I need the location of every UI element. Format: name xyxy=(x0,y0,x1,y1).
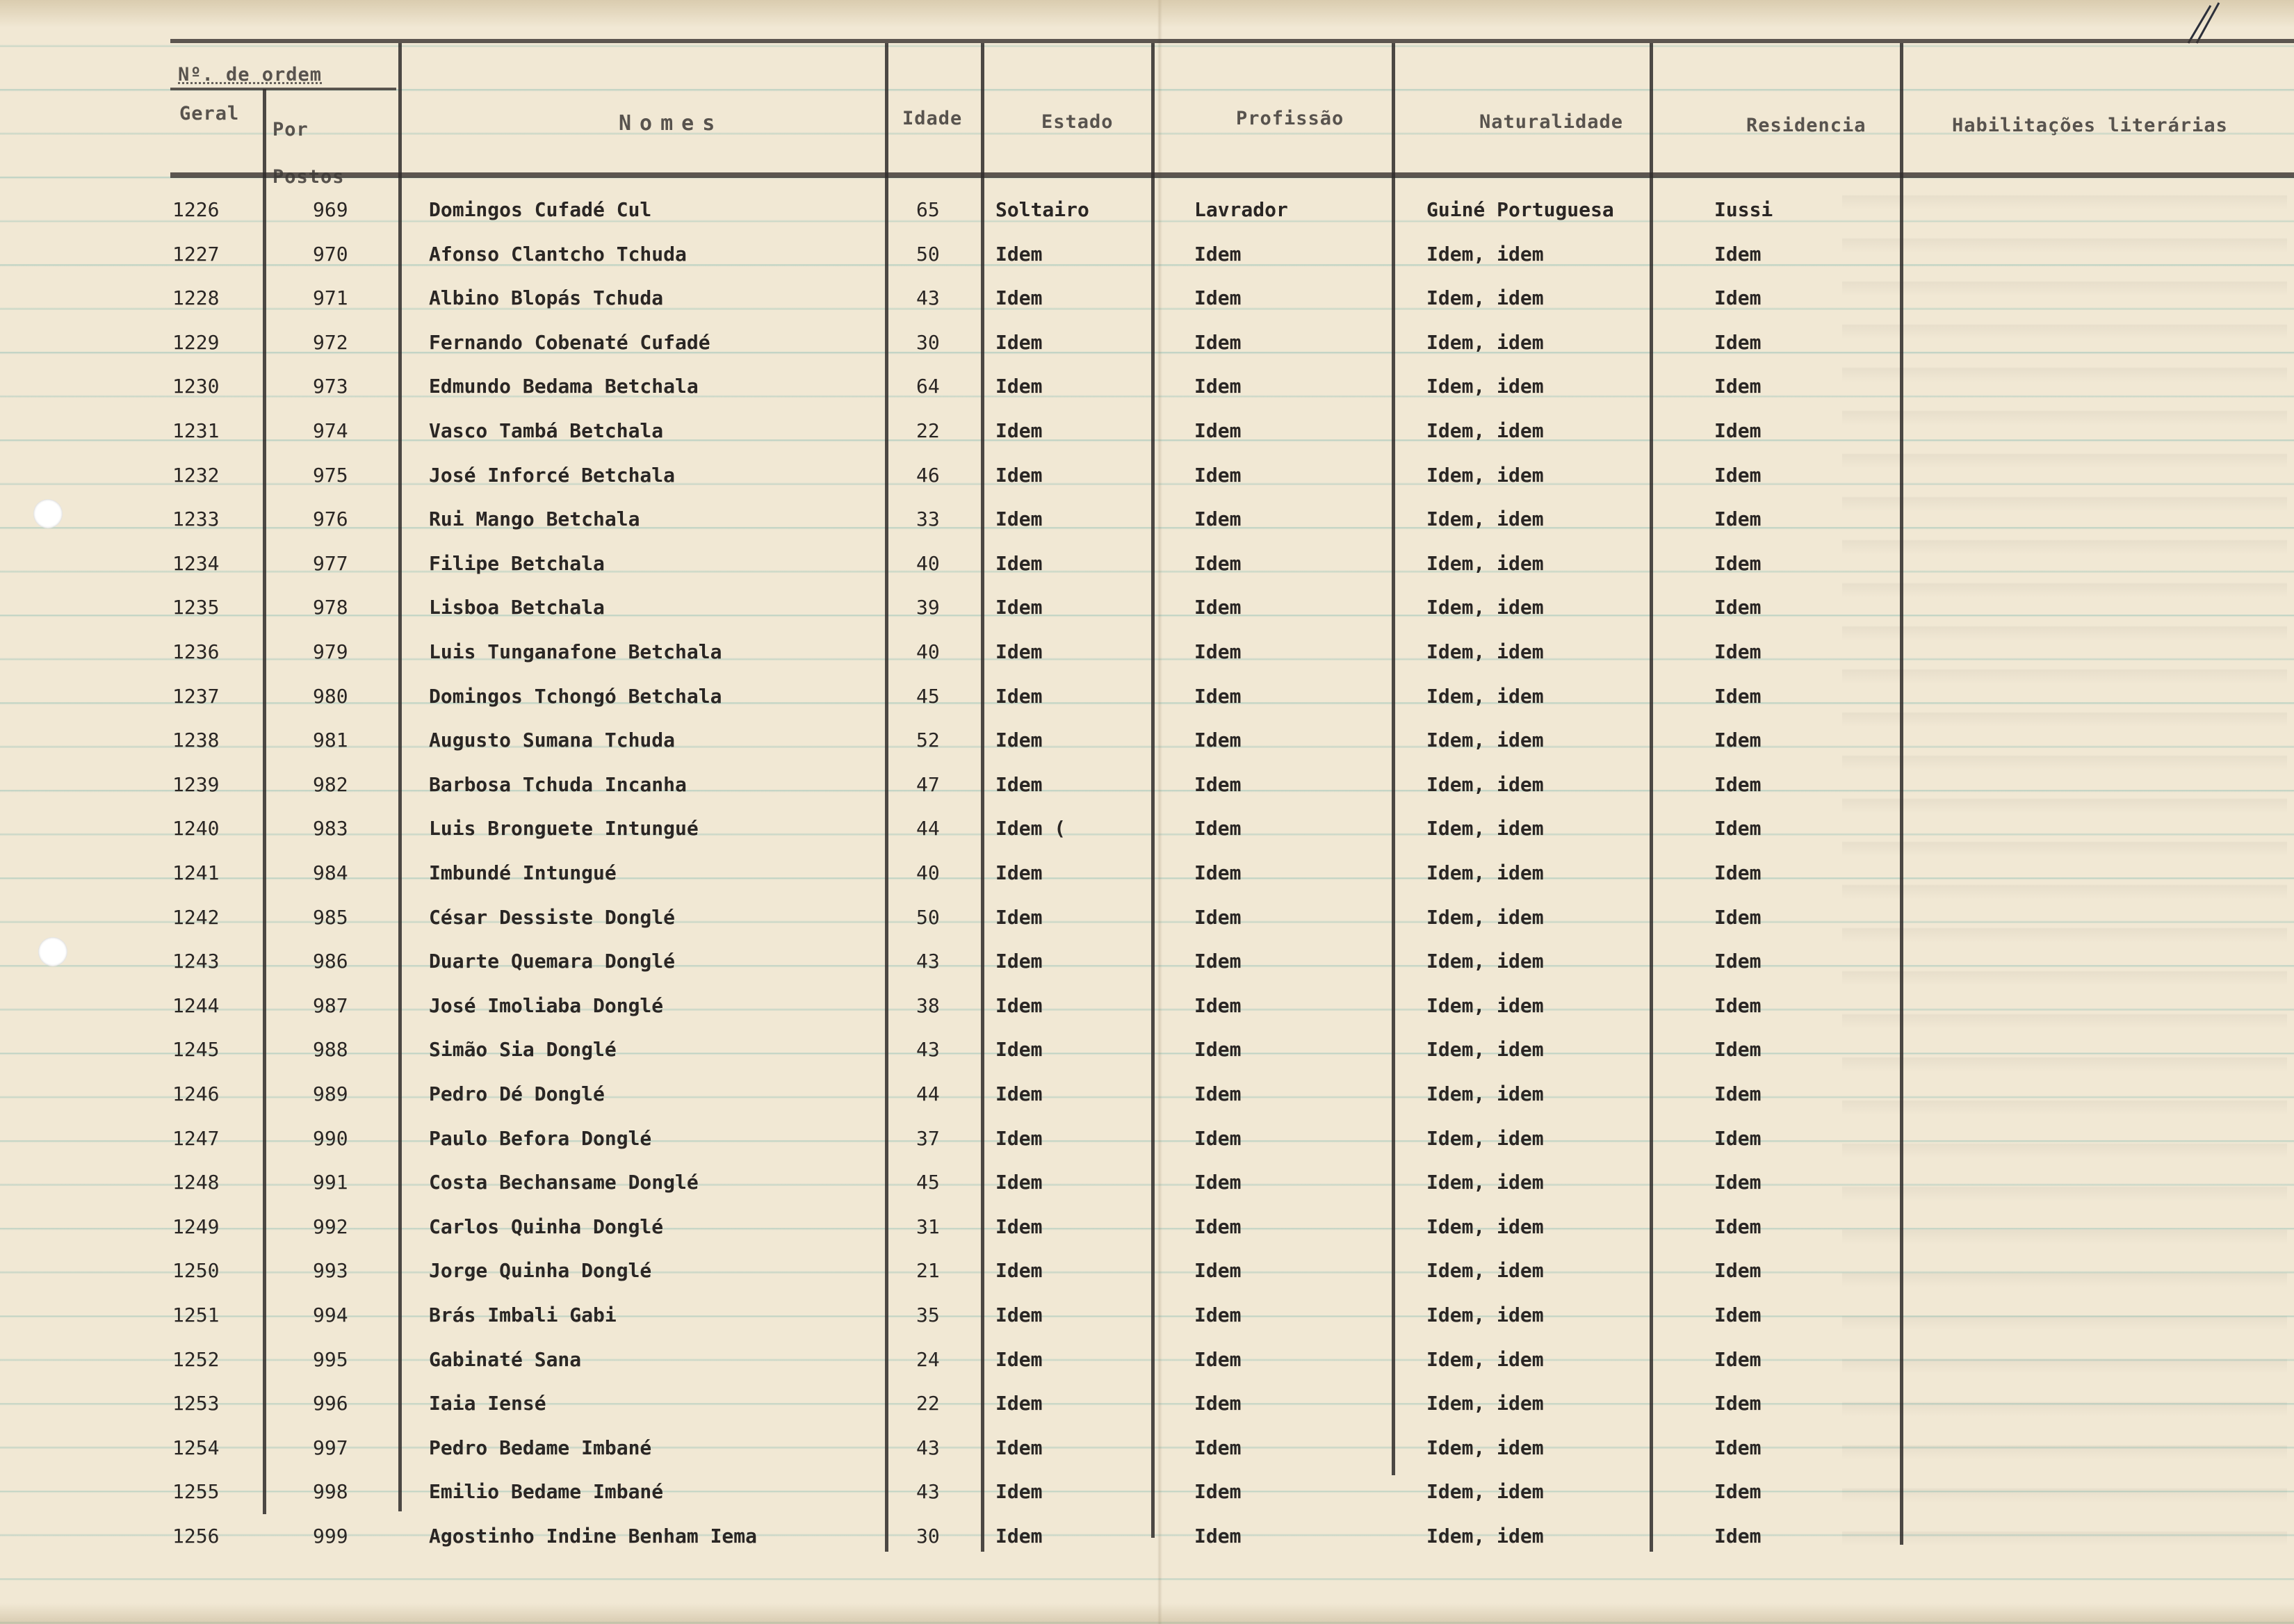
cell-estado: Idem xyxy=(995,1436,1043,1459)
cell-residencia: Idem xyxy=(1714,1171,1762,1194)
cell-idade: 40 xyxy=(916,640,940,663)
table-row xyxy=(0,189,2294,231)
cell-geral: 1236 xyxy=(172,640,220,663)
cell-residencia: Idem xyxy=(1714,1215,1762,1238)
cell-estado: Idem xyxy=(995,1259,1043,1282)
cell-naturalidade: Idem, idem xyxy=(1426,994,1544,1017)
cell-por-posto: 972 xyxy=(313,331,348,354)
cell-geral: 1237 xyxy=(172,685,220,708)
cell-residencia: Idem xyxy=(1714,1259,1762,1282)
cell-residencia: Idem xyxy=(1714,861,1762,884)
cell-por-posto: 992 xyxy=(313,1215,348,1238)
cell-idade: 43 xyxy=(916,1038,940,1061)
cell-por-posto: 970 xyxy=(313,243,348,266)
cell-geral: 1229 xyxy=(172,331,220,354)
cell-idade: 43 xyxy=(916,950,940,973)
cell-profissao: Idem xyxy=(1194,464,1242,487)
cell-profissao: Idem xyxy=(1194,419,1242,442)
cell-estado: Idem xyxy=(995,861,1043,884)
cell-geral: 1247 xyxy=(172,1127,220,1150)
cell-profissao: Idem xyxy=(1194,1259,1242,1282)
cell-idade: 43 xyxy=(916,286,940,309)
table-row xyxy=(0,1029,2294,1071)
cell-profissao: Idem xyxy=(1194,817,1242,840)
cell-residencia: Idem xyxy=(1714,596,1762,619)
cell-por-posto: 995 xyxy=(313,1348,348,1371)
cell-residencia: Idem xyxy=(1714,243,1762,266)
cell-por-posto: 979 xyxy=(313,640,348,663)
cell-por-posto: 969 xyxy=(313,198,348,221)
cell-idade: 50 xyxy=(916,243,940,266)
table-row xyxy=(0,764,2294,806)
cell-nome: Lisboa Betchala xyxy=(429,596,605,619)
header-estado: Estado xyxy=(1041,111,1114,133)
cell-naturalidade: Idem, idem xyxy=(1426,1304,1544,1326)
cell-naturalidade: Idem, idem xyxy=(1426,419,1544,442)
cell-naturalidade: Idem, idem xyxy=(1426,508,1544,530)
cell-nome: Simão Sia Donglé xyxy=(429,1038,617,1061)
header-residencia: Residencia xyxy=(1746,115,1866,136)
cell-residencia: Idem xyxy=(1714,817,1762,840)
cell-idade: 22 xyxy=(916,419,940,442)
cell-idade: 45 xyxy=(916,685,940,708)
cell-nome: José Imoliaba Donglé xyxy=(429,994,664,1017)
header-ordem: Nº. de ordem xyxy=(178,64,323,86)
cell-idade: 31 xyxy=(916,1215,940,1238)
table-row xyxy=(0,366,2294,407)
cell-idade: 40 xyxy=(916,552,940,575)
cell-nome: Duarte Quemara Donglé xyxy=(429,950,676,973)
cell-naturalidade: Idem, idem xyxy=(1426,773,1544,796)
cell-geral: 1255 xyxy=(172,1480,220,1503)
cell-residencia: Idem xyxy=(1714,419,1762,442)
cell-geral: 1256 xyxy=(172,1525,220,1548)
cell-nome: Augusto Sumana Tchuda xyxy=(429,729,676,752)
cell-estado: Idem xyxy=(995,1480,1043,1503)
table-row xyxy=(0,1118,2294,1160)
cell-profissao: Lavrador xyxy=(1194,198,1288,221)
cell-idade: 39 xyxy=(916,596,940,619)
cell-nome: Pedro Bedame Imbané xyxy=(429,1436,652,1459)
cell-residencia: Idem xyxy=(1714,773,1762,796)
cell-estado: Idem xyxy=(995,1392,1043,1415)
cell-geral: 1254 xyxy=(172,1436,220,1459)
cell-profissao: Idem xyxy=(1194,596,1242,619)
cell-nome: Vasco Tambá Betchala xyxy=(429,419,664,442)
cell-profissao: Idem xyxy=(1194,729,1242,752)
cell-residencia: Idem xyxy=(1714,286,1762,309)
cell-residencia: Idem xyxy=(1714,1082,1762,1105)
cell-nome: Imbundé Intungué xyxy=(429,861,617,884)
paper-edge-top xyxy=(0,0,2294,28)
cell-nome: Iaia Iensé xyxy=(429,1392,546,1415)
cell-nome: Filipe Betchala xyxy=(429,552,605,575)
cell-geral: 1239 xyxy=(172,773,220,796)
cell-estado: Idem xyxy=(995,1304,1043,1326)
cell-por-posto: 977 xyxy=(313,552,348,575)
cell-profissao: Idem xyxy=(1194,1525,1242,1548)
cell-residencia: Idem xyxy=(1714,1348,1762,1371)
cell-residencia: Idem xyxy=(1714,508,1762,530)
cell-idade: 40 xyxy=(916,861,940,884)
cell-geral: 1252 xyxy=(172,1348,220,1371)
cell-naturalidade: Idem, idem xyxy=(1426,1038,1544,1061)
cell-nome: Paulo Befora Donglé xyxy=(429,1127,652,1150)
table-row xyxy=(0,1294,2294,1336)
cell-residencia: Idem xyxy=(1714,1392,1762,1415)
cell-geral: 1235 xyxy=(172,596,220,619)
cell-residencia: Idem xyxy=(1714,906,1762,929)
cell-naturalidade: Idem, idem xyxy=(1426,685,1544,708)
cell-residencia: Idem xyxy=(1714,1127,1762,1150)
cell-residencia: Idem xyxy=(1714,464,1762,487)
cell-profissao: Idem xyxy=(1194,1392,1242,1415)
cell-profissao: Idem xyxy=(1194,1348,1242,1371)
cell-nome: Albino Blopás Tchuda xyxy=(429,286,664,309)
cell-estado: Idem xyxy=(995,419,1043,442)
cell-por-posto: 971 xyxy=(313,286,348,309)
cell-naturalidade: Idem, idem xyxy=(1426,1348,1544,1371)
cell-estado: Idem ( xyxy=(995,817,1066,840)
cell-residencia: Idem xyxy=(1714,1304,1762,1326)
cell-profissao: Idem xyxy=(1194,331,1242,354)
cell-estado: Idem xyxy=(995,331,1043,354)
cell-naturalidade: Idem, idem xyxy=(1426,375,1544,398)
cell-por-posto: 983 xyxy=(313,817,348,840)
cell-por-posto: 981 xyxy=(313,729,348,752)
cell-estado: Idem xyxy=(995,773,1043,796)
cell-naturalidade: Idem, idem xyxy=(1426,286,1544,309)
cell-estado: Idem xyxy=(995,950,1043,973)
cell-residencia: Idem xyxy=(1714,950,1762,973)
cell-naturalidade: Idem, idem xyxy=(1426,1082,1544,1105)
cell-nome: Luis Tunganafone Betchala xyxy=(429,640,722,663)
header-profissao: Profissão xyxy=(1236,108,1344,129)
cell-nome: Agostinho Indine Benham Iema xyxy=(429,1525,758,1548)
cell-estado: Idem xyxy=(995,375,1043,398)
cell-naturalidade: Idem, idem xyxy=(1426,331,1544,354)
cell-estado: Idem xyxy=(995,1348,1043,1371)
table-row xyxy=(0,1471,2294,1513)
cell-geral: 1245 xyxy=(172,1038,220,1061)
cell-nome: Gabinaté Sana xyxy=(429,1348,582,1371)
cell-nome: Luis Bronguete Intungué xyxy=(429,817,699,840)
cell-naturalidade: Idem, idem xyxy=(1426,596,1544,619)
cell-profissao: Idem xyxy=(1194,1480,1242,1503)
cell-naturalidade: Idem, idem xyxy=(1426,1259,1544,1282)
cell-nome: Barbosa Tchuda Incanha xyxy=(429,773,687,796)
cell-idade: 43 xyxy=(916,1480,940,1503)
cell-residencia: Idem xyxy=(1714,640,1762,663)
cell-residencia: Idem xyxy=(1714,375,1762,398)
cell-naturalidade: Idem, idem xyxy=(1426,861,1544,884)
cell-estado: Idem xyxy=(995,286,1043,309)
cell-estado: Idem xyxy=(995,1525,1043,1548)
cell-estado: Idem xyxy=(995,464,1043,487)
cell-nome: Fernando Cobenaté Cufadé xyxy=(429,331,710,354)
cell-profissao: Idem xyxy=(1194,508,1242,530)
cell-estado: Idem xyxy=(995,1082,1043,1105)
cell-idade: 33 xyxy=(916,508,940,530)
cell-nome: Carlos Quinha Donglé xyxy=(429,1215,664,1238)
cell-geral: 1230 xyxy=(172,375,220,398)
cell-geral: 1240 xyxy=(172,817,220,840)
cell-idade: 38 xyxy=(916,994,940,1017)
cell-por-posto: 989 xyxy=(313,1082,348,1105)
cell-por-posto: 988 xyxy=(313,1038,348,1061)
cell-geral: 1228 xyxy=(172,286,220,309)
cell-nome: Domingos Cufadé Cul xyxy=(429,198,652,221)
cell-estado: Idem xyxy=(995,1127,1043,1150)
cell-residencia: Idem xyxy=(1714,729,1762,752)
cell-por-posto: 987 xyxy=(313,994,348,1017)
cell-residencia: Idem xyxy=(1714,1525,1762,1548)
cell-profissao: Idem xyxy=(1194,243,1242,266)
cell-por-posto: 973 xyxy=(313,375,348,398)
table-row xyxy=(0,498,2294,540)
cell-naturalidade: Idem, idem xyxy=(1426,729,1544,752)
table-row xyxy=(0,277,2294,319)
cell-por-posto: 974 xyxy=(313,419,348,442)
cell-estado: Soltairo xyxy=(995,198,1089,221)
cell-idade: 22 xyxy=(916,1392,940,1415)
cell-profissao: Idem xyxy=(1194,1127,1242,1150)
cell-profissao: Idem xyxy=(1194,1082,1242,1105)
cell-por-posto: 993 xyxy=(313,1259,348,1282)
cell-residencia: Idem xyxy=(1714,994,1762,1017)
cell-naturalidade: Idem, idem xyxy=(1426,1525,1544,1548)
cell-nome: Pedro Dé Donglé xyxy=(429,1082,605,1105)
table-row xyxy=(0,1073,2294,1115)
cell-idade: 30 xyxy=(916,1525,940,1548)
cell-profissao: Idem xyxy=(1194,640,1242,663)
cell-naturalidade: Idem, idem xyxy=(1426,906,1544,929)
cell-geral: 1249 xyxy=(172,1215,220,1238)
cell-idade: 46 xyxy=(916,464,940,487)
table-row xyxy=(0,897,2294,939)
ordem-underline xyxy=(170,88,396,90)
cell-profissao: Idem xyxy=(1194,773,1242,796)
cell-profissao: Idem xyxy=(1194,685,1242,708)
cell-profissao: Idem xyxy=(1194,552,1242,575)
cell-idade: 44 xyxy=(916,817,940,840)
cell-por-posto: 997 xyxy=(313,1436,348,1459)
cell-por-posto: 980 xyxy=(313,685,348,708)
table-row xyxy=(0,1206,2294,1248)
table-row xyxy=(0,1383,2294,1424)
cell-idade: 45 xyxy=(916,1171,940,1194)
cell-naturalidade: Guiné Portuguesa xyxy=(1426,198,1614,221)
cell-naturalidade: Idem, idem xyxy=(1426,1171,1544,1194)
cell-geral: 1233 xyxy=(172,508,220,530)
cell-estado: Idem xyxy=(995,1038,1043,1061)
cell-nome: Afonso Clantcho Tchuda xyxy=(429,243,687,266)
cell-idade: 30 xyxy=(916,331,940,354)
table-row xyxy=(0,808,2294,850)
cell-naturalidade: Idem, idem xyxy=(1426,1480,1544,1503)
cell-estado: Idem xyxy=(995,729,1043,752)
cell-por-posto: 984 xyxy=(313,861,348,884)
table-row xyxy=(0,720,2294,761)
cell-idade: 47 xyxy=(916,773,940,796)
cell-por-posto: 999 xyxy=(313,1525,348,1548)
table-row xyxy=(0,631,2294,673)
cell-por-posto: 975 xyxy=(313,464,348,487)
cell-por-posto: 985 xyxy=(313,906,348,929)
cell-estado: Idem xyxy=(995,685,1043,708)
cell-idade: 44 xyxy=(916,1082,940,1105)
cell-idade: 37 xyxy=(916,1127,940,1150)
cell-idade: 35 xyxy=(916,1304,940,1326)
cell-geral: 1253 xyxy=(172,1392,220,1415)
cell-por-posto: 994 xyxy=(313,1304,348,1326)
table-row xyxy=(0,852,2294,894)
cell-por-posto: 976 xyxy=(313,508,348,530)
cell-por-posto: 996 xyxy=(313,1392,348,1415)
table-row xyxy=(0,941,2294,982)
cell-profissao: Idem xyxy=(1194,375,1242,398)
cell-residencia: Idem xyxy=(1714,1436,1762,1459)
cell-residencia: Idem xyxy=(1714,552,1762,575)
table-row xyxy=(0,1427,2294,1469)
table-row xyxy=(0,322,2294,364)
cell-por-posto: 998 xyxy=(313,1480,348,1503)
cell-idade: 43 xyxy=(916,1436,940,1459)
cell-geral: 1250 xyxy=(172,1259,220,1282)
header-naturalidade: Naturalidade xyxy=(1479,111,1624,133)
cell-por-posto: 982 xyxy=(313,773,348,796)
table-row xyxy=(0,587,2294,628)
cell-profissao: Idem xyxy=(1194,286,1242,309)
cell-naturalidade: Idem, idem xyxy=(1426,1215,1544,1238)
header-por-postos: Por Postos xyxy=(272,119,345,188)
cell-profissao: Idem xyxy=(1194,906,1242,929)
cell-profissao: Idem xyxy=(1194,1038,1242,1061)
cell-naturalidade: Idem, idem xyxy=(1426,1392,1544,1415)
cell-nome: Emilio Bedame Imbané xyxy=(429,1480,664,1503)
cell-geral: 1238 xyxy=(172,729,220,752)
table-row xyxy=(0,676,2294,717)
cell-residencia: Idem xyxy=(1714,1038,1762,1061)
cell-idade: 21 xyxy=(916,1259,940,1282)
cell-nome: Rui Mango Betchala xyxy=(429,508,640,530)
header-bottom-rule xyxy=(170,172,2294,178)
cell-profissao: Idem xyxy=(1194,1171,1242,1194)
cell-naturalidade: Idem, idem xyxy=(1426,1127,1544,1150)
cell-estado: Idem xyxy=(995,906,1043,929)
cell-residencia: Idem xyxy=(1714,331,1762,354)
cell-residencia: Idem xyxy=(1714,685,1762,708)
cell-residencia: Idem xyxy=(1714,1480,1762,1503)
table-row xyxy=(0,1250,2294,1292)
cell-naturalidade: Idem, idem xyxy=(1426,817,1544,840)
cell-profissao: Idem xyxy=(1194,1215,1242,1238)
cell-profissao: Idem xyxy=(1194,1304,1242,1326)
cell-naturalidade: Idem, idem xyxy=(1426,243,1544,266)
cell-estado: Idem xyxy=(995,508,1043,530)
cell-geral: 1251 xyxy=(172,1304,220,1326)
header-habilitacoes: Habilitações literárias xyxy=(1952,115,2228,136)
cell-naturalidade: Idem, idem xyxy=(1426,640,1544,663)
cell-profissao: Idem xyxy=(1194,994,1242,1017)
table-row xyxy=(0,543,2294,585)
cell-por-posto: 986 xyxy=(313,950,348,973)
cell-estado: Idem xyxy=(995,994,1043,1017)
cell-naturalidade: Idem, idem xyxy=(1426,1436,1544,1459)
cell-geral: 1232 xyxy=(172,464,220,487)
table-row xyxy=(0,455,2294,496)
cell-idade: 24 xyxy=(916,1348,940,1371)
paper-edge-bottom xyxy=(0,1603,2294,1624)
cell-estado: Idem xyxy=(995,1171,1043,1194)
cell-naturalidade: Idem, idem xyxy=(1426,552,1544,575)
cell-nome: César Dessiste Donglé xyxy=(429,906,676,929)
cell-geral: 1244 xyxy=(172,994,220,1017)
cell-estado: Idem xyxy=(995,552,1043,575)
cell-idade: 52 xyxy=(916,729,940,752)
cell-nome: Domingos Tchongó Betchala xyxy=(429,685,722,708)
cell-nome: Costa Bechansame Donglé xyxy=(429,1171,699,1194)
cell-nome: Jorge Quinha Donglé xyxy=(429,1259,652,1282)
cell-geral: 1243 xyxy=(172,950,220,973)
cell-geral: 1241 xyxy=(172,861,220,884)
cell-por-posto: 991 xyxy=(313,1171,348,1194)
cell-naturalidade: Idem, idem xyxy=(1426,950,1544,973)
cell-naturalidade: Idem, idem xyxy=(1426,464,1544,487)
cell-estado: Idem xyxy=(995,640,1043,663)
cell-idade: 64 xyxy=(916,375,940,398)
cell-estado: Idem xyxy=(995,243,1043,266)
cell-nome: Brás Imbali Gabi xyxy=(429,1304,617,1326)
cell-geral: 1248 xyxy=(172,1171,220,1194)
table-row xyxy=(0,1162,2294,1203)
header-nomes: Nomes xyxy=(619,111,724,136)
cell-por-posto: 990 xyxy=(313,1127,348,1150)
cell-geral: 1227 xyxy=(172,243,220,266)
cell-geral: 1242 xyxy=(172,906,220,929)
cell-geral: 1231 xyxy=(172,419,220,442)
table-row xyxy=(0,1516,2294,1557)
cell-nome: Edmundo Bedama Betchala xyxy=(429,375,699,398)
cell-profissao: Idem xyxy=(1194,861,1242,884)
table-row xyxy=(0,985,2294,1027)
header-geral: Geral xyxy=(179,103,240,124)
cell-geral: 1246 xyxy=(172,1082,220,1105)
cell-profissao: Idem xyxy=(1194,950,1242,973)
header-idade: Idade xyxy=(902,108,963,129)
cell-residencia: Iussi xyxy=(1714,198,1773,221)
header-top-rule xyxy=(170,39,2294,43)
cell-geral: 1226 xyxy=(172,198,220,221)
cell-idade: 50 xyxy=(916,906,940,929)
cell-geral: 1234 xyxy=(172,552,220,575)
cell-nome: José Inforcé Betchala xyxy=(429,464,676,487)
cell-estado: Idem xyxy=(995,1215,1043,1238)
table-row xyxy=(0,234,2294,275)
table-row xyxy=(0,410,2294,452)
cell-por-posto: 978 xyxy=(313,596,348,619)
cell-estado: Idem xyxy=(995,596,1043,619)
cell-idade: 65 xyxy=(916,198,940,221)
cell-profissao: Idem xyxy=(1194,1436,1242,1459)
table-row xyxy=(0,1339,2294,1381)
